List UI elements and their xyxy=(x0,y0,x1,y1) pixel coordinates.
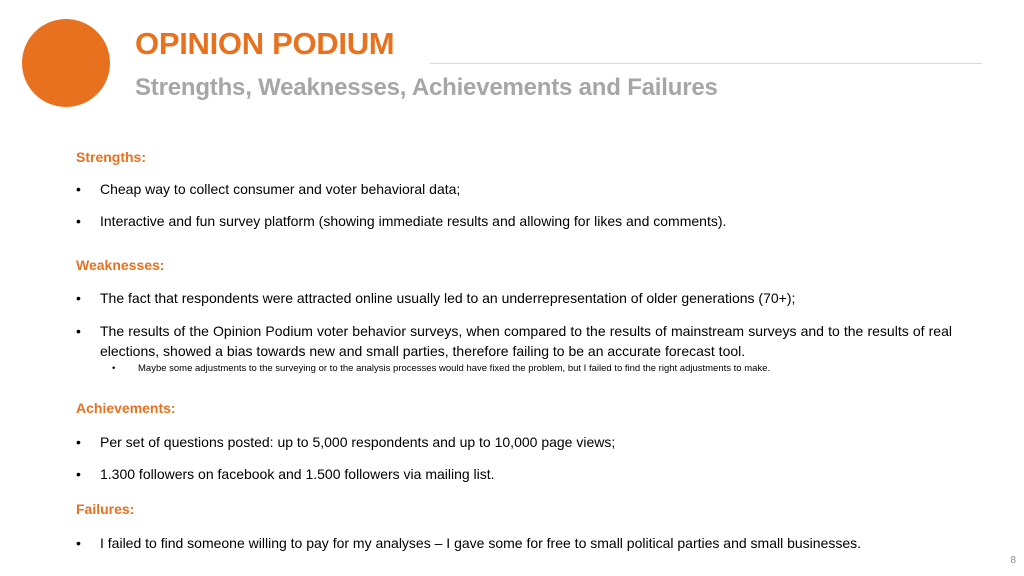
bullet-icon: • xyxy=(76,181,81,197)
strength-item-2: Interactive and fun survey platform (showing immediate results and allowing for likes and comments). xyxy=(100,213,727,229)
bullet-icon: • xyxy=(112,363,116,374)
list-item xyxy=(76,464,952,484)
bullet-icon: • xyxy=(76,434,81,450)
page-number: 8 xyxy=(1010,555,1016,566)
list-item xyxy=(76,533,952,553)
weakness-sub-item-1: Maybe some adjustments to the surveying or to the analysis processes would have fixed the problem, but I failed to find the right adjustments to make. xyxy=(138,363,771,374)
list-item xyxy=(76,179,952,199)
list-item xyxy=(112,362,952,375)
weakness-item-1: The fact that respondents were attracted online usually led to an underrepresentation of older generations (70+); xyxy=(100,290,796,306)
weakness-item-2: The results of the Opinion Podium voter behavior surveys, when compared to the results of mainstream surveys and to the results of real elections, showed a bias towards new and small parties, therefore failing to be an accurate forecast tool. xyxy=(100,323,952,359)
failures-heading: Failures: xyxy=(76,501,135,517)
bullet-icon: • xyxy=(76,466,81,482)
bullet-icon: • xyxy=(76,535,81,551)
achievements-heading: Achievements: xyxy=(76,400,176,416)
list-item xyxy=(76,288,952,308)
strengths-heading: Strengths: xyxy=(76,149,146,165)
list-item xyxy=(76,432,952,452)
strength-item-1: Cheap way to collect consumer and voter behavioral data; xyxy=(100,181,461,197)
list-item xyxy=(76,211,952,231)
slide-title: OPINION PODIUM xyxy=(135,26,395,61)
bullet-icon: • xyxy=(76,323,81,339)
achievement-item-1: Per set of questions posted: up to 5,000 respondents and up to 10,000 page views; xyxy=(100,434,616,450)
weaknesses-heading: Weaknesses: xyxy=(76,257,165,273)
bullet-icon: • xyxy=(76,290,81,306)
achievement-item-2: 1.300 followers on facebook and 1.500 followers via mailing list. xyxy=(100,466,495,482)
failure-item-1: I failed to find someone willing to pay for my analyses – I gave some for free to small political parties and small businesses. xyxy=(100,535,862,551)
bullet-icon: • xyxy=(76,213,81,229)
list-item xyxy=(76,321,952,361)
slide-subtitle: Strengths, Weaknesses, Achievements and Failures xyxy=(135,74,718,101)
